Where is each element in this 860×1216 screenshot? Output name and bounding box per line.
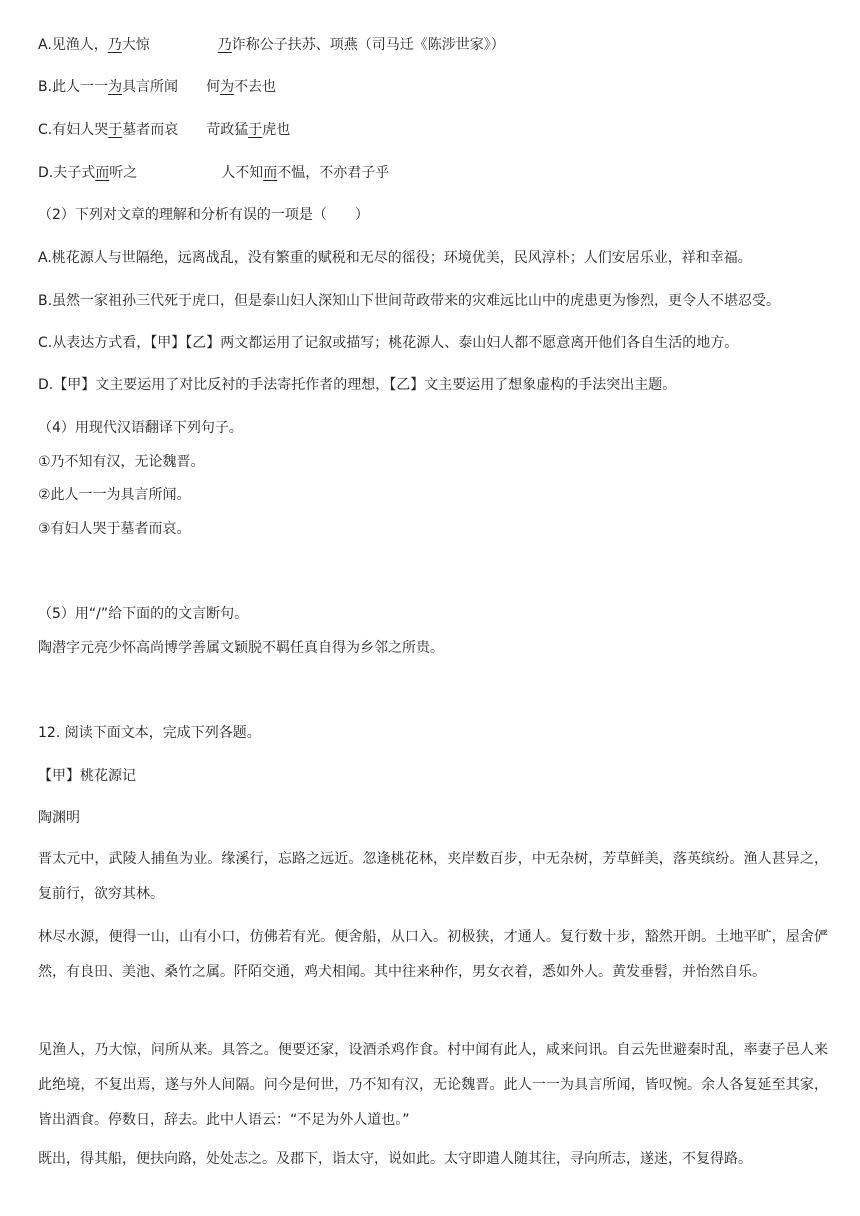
option-label: D. [38, 165, 54, 181]
phrase-text: 苛政猛 [206, 122, 249, 138]
option-text: D.【甲】文主要运用了对比反衬的手法寄托作者的理想，【乙】文主要运用了想象虚构的手法突出主题。 [38, 377, 677, 393]
option-row-c [38, 123, 290, 137]
option-label: C. [38, 122, 53, 138]
punctuation-text: 陶潜字元亮少怀高尚博学善属文颖脱不羁任真自得为乡邻之所贵。 [38, 640, 444, 656]
translation-item: ②此人一一为具言所闻。 [38, 487, 191, 503]
phrase-text: 墓者而哀 [122, 122, 179, 138]
translation-item: ③有妇人哭于墓者而哀。 [38, 521, 191, 537]
phrase-text: 诈称公子扶苏、项燕（司马迁《陈涉世家》） [231, 37, 505, 53]
passage-title: 【甲】桃花源记 [38, 768, 136, 784]
phrase-text: 大惊 [121, 37, 150, 53]
phrase-text: 具言所闻 [122, 79, 179, 95]
passage-paragraph: 见渔人，乃大惊，问所从来。具答之。便要还家，设酒杀鸡作食。村中闻有此人，咸来问讯。自云先世避秦时乱，率妻子邑人来此绝境，不复出焉，遂与外人间隔。问今是何世，乃不知有汉，无论魏晋。此人一一为具言所闻，皆叹惋。余人各复延至其家，皆出酒食。停数日，辞去。此中人语云：“不足为外人道也。” [38, 1042, 828, 1128]
phrase-text: 不去也 [234, 79, 277, 95]
translation-item: ①乃不知有汉，无论魏晋。 [38, 454, 205, 470]
passage-paragraph: 既出，得其船，便扶向路，处处志之。及郡下，诣太守，说如此。太守即遣人随其往，寻向所志，遂迷，不复得路。 [38, 1151, 752, 1167]
passage-paragraph: 晋太元中，武陵人捕鱼为业。缘溪行，忘路之远近。忽逢桃花林，夹岸数百步，中无杂树，芳草鲜美，落英缤纷。渔人甚异之，复前行，欲穷其林。 [38, 851, 828, 902]
passage-paragraph: 林尽水源，便得一山，山有小口，仿佛若有光。便舍船，从口入。初极狭，才通人。复行数十步，豁然开朗。土地平旷，屋舍俨然，有良田、美池、桑竹之属。阡陌交通，鸡犬相闻。其中往来种作，男女衣着，悉如外人。黄发垂髫，并怡然自乐。 [38, 929, 828, 980]
question-stem: 12. 阅读下面文本，完成下列各题。 [38, 725, 261, 741]
option-label: B. [38, 79, 53, 95]
option-text: C.从表达方式看，【甲】【乙】两文都运用了记叙或描写；桃花源人、泰山妇人都不愿意离开他们各自生活的地方。 [38, 335, 739, 351]
phrase-text: 见渔人， [51, 37, 108, 53]
option-text: A.桃花源人与世隔绝，远离战乱，没有繁重的赋税和无尽的徭役；环境优美，民风淳朴；人们安居乐业，祥和幸福。 [38, 250, 752, 266]
passage-author: 陶渊明 [38, 810, 80, 826]
question-stem: （5）用“/”给下面的的文言断句。 [38, 606, 249, 622]
underlined-word: 为 [108, 79, 123, 95]
underlined-word: 乃 [107, 37, 122, 53]
underlined-word: 乃 [217, 37, 232, 53]
phrase-text: 人不知 [221, 165, 264, 181]
phrase-text: 夫子式 [53, 165, 96, 181]
underlined-word: 于 [108, 122, 123, 138]
underlined-word: 为 [220, 79, 235, 95]
phrase-text: 不愠，不亦君子乎 [277, 165, 390, 181]
phrase-text: 此人一一 [52, 79, 109, 95]
phrase-text: 听之 [109, 165, 138, 181]
question-stem: （2）下列对文章的理解和分析有误的一项是（ ） [38, 207, 369, 223]
phrase-text: 有妇人哭 [52, 122, 109, 138]
option-row-a [38, 38, 505, 52]
option-row-b [38, 80, 276, 94]
phrase-text: 何 [206, 79, 221, 95]
underlined-word: 而 [263, 165, 278, 181]
underlined-word: 而 [95, 165, 110, 181]
option-text: B.虽然一家祖孙三代死于虎口，但是泰山妇人深知山下世间苛政带来的灾难远比山中的虎患更为惨烈，更令人不堪忍受。 [38, 293, 781, 309]
question-stem: （4）用现代汉语翻译下列句子。 [38, 420, 243, 436]
option-label: A. [38, 37, 52, 53]
phrase-text: 虎也 [262, 122, 291, 138]
underlined-word: 于 [248, 122, 263, 138]
option-row-d [38, 166, 389, 180]
